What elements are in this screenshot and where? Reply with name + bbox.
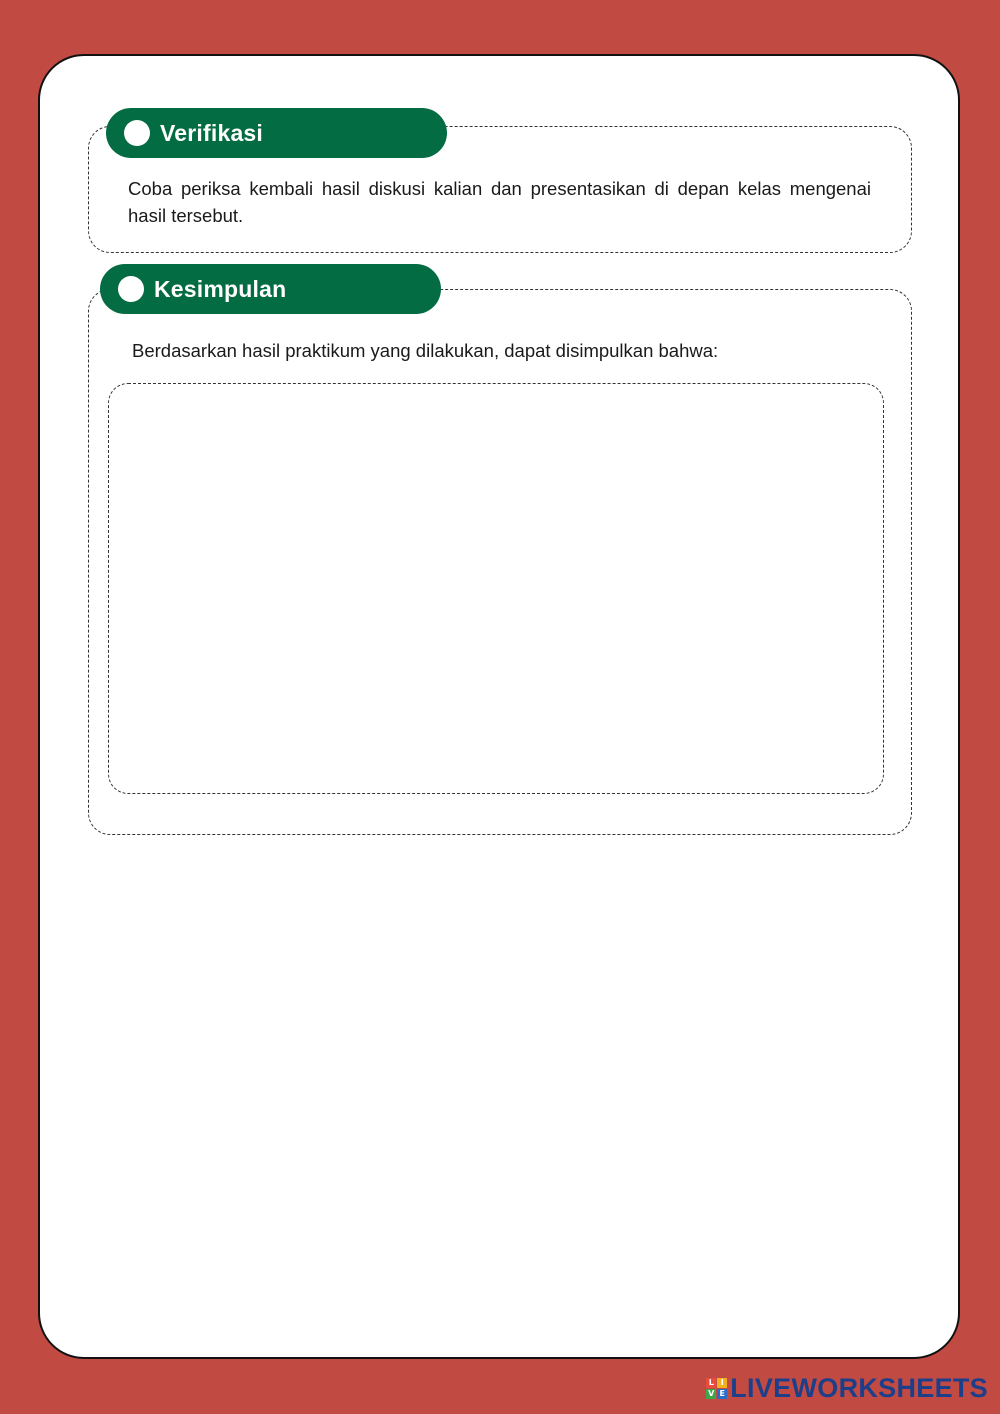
kesimpulan-title: Kesimpulan <box>154 275 287 302</box>
logo-tile: I <box>717 1378 727 1388</box>
liveworksheets-logo <box>706 1373 988 1404</box>
logo-tile: E <box>717 1389 727 1399</box>
kesimpulan-header <box>100 264 441 314</box>
logo-tile: L <box>706 1378 716 1388</box>
worksheet-page <box>38 54 960 1359</box>
brand-wordmark: LIVEWORKSHEETS <box>730 1373 988 1403</box>
verifikasi-instruction: Coba periksa kembali hasil diskusi kalian dan presentasikan di depan kelas mengenai hasil tersebut. <box>128 178 871 226</box>
conclusion-answer-box[interactable] <box>108 383 884 794</box>
logo-tiles <box>706 1378 727 1399</box>
verifikasi-header <box>106 108 447 158</box>
verifikasi-title: Verifikasi <box>160 119 264 146</box>
kesimpulan-instruction: Berdasarkan hasil praktikum yang dilakukan, dapat disimpulkan bahwa: <box>132 340 719 361</box>
bullet-circle-icon <box>124 120 150 146</box>
bullet-circle-icon <box>118 276 144 302</box>
logo-tile: V <box>708 1389 715 1398</box>
